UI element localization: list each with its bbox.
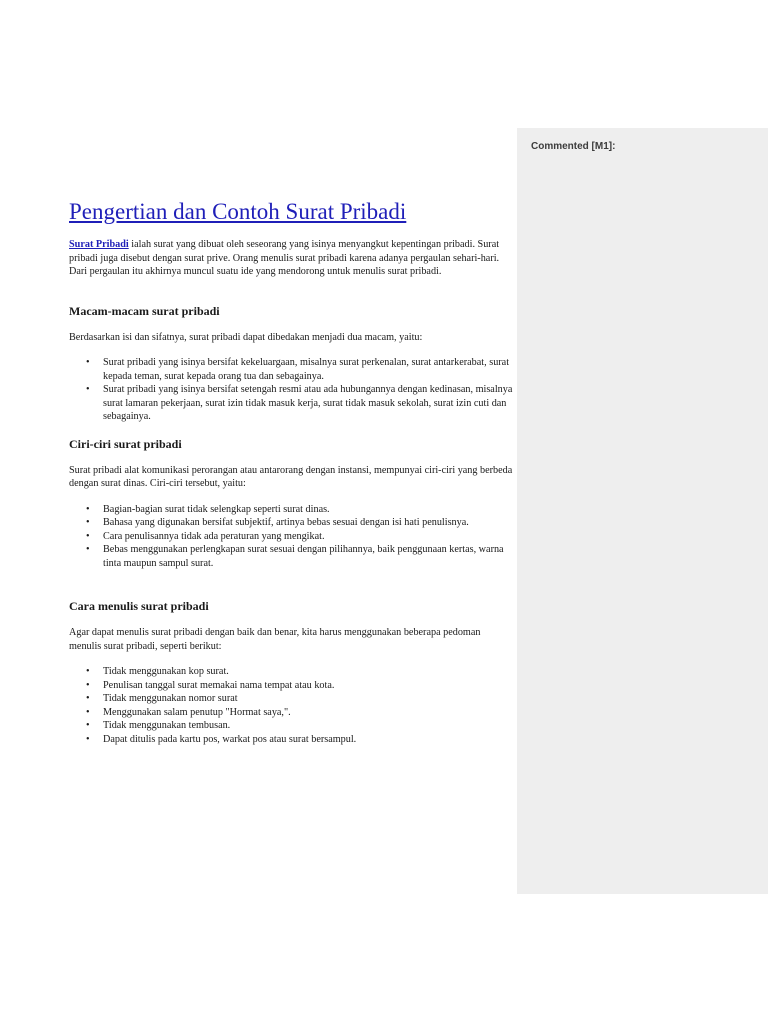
- bullet-icon: •: [86, 544, 90, 555]
- list-item: [69, 543, 514, 570]
- bullet-icon: •: [86, 503, 90, 515]
- list-item: [69, 692, 514, 706]
- comment-label: Commented [M1]:: [531, 141, 616, 152]
- list-item-text: Dapat ditulis pada kartu pos, warkat pos atau surat bersampul.: [103, 733, 357, 745]
- list-item: [69, 706, 514, 720]
- bullet-icon: •: [86, 530, 90, 542]
- section-heading-macam: Macam-macam surat pribadi: [69, 303, 220, 318]
- list-item-text: Tidak menggunakan tembusan.: [103, 720, 231, 731]
- document-body: [69, 196, 514, 746]
- list-item-text: Surat pribadi yang isinya bersifat kekeluargaan, misalnya surat perkenalan, surat antarkerabat, surat kepada teman, surat kepada orang tua dan sebagainya.: [103, 357, 510, 382]
- bullet-icon: •: [86, 693, 90, 704]
- list-item: [69, 679, 514, 693]
- list-item-text: Bagian-bagian surat tidak selengkap seperti surat dinas.: [103, 503, 330, 515]
- section-heading-ciri: Ciri-ciri surat pribadi: [69, 436, 182, 451]
- title-link[interactable]: Pengertian dan Contoh Surat Pribadi: [69, 199, 407, 224]
- list-item-text: Menggunakan salam penutup "Hormat saya,".: [103, 706, 291, 718]
- list-item: [69, 665, 514, 679]
- bullet-icon: •: [86, 720, 90, 731]
- bullet-icon: •: [86, 384, 90, 395]
- list-ciri: [69, 503, 514, 571]
- list-item-text: Tidak menggunakan nomor surat: [103, 693, 238, 704]
- bullet-icon: •: [86, 679, 90, 691]
- bullet-icon: •: [86, 357, 90, 368]
- surat-pribadi-link[interactable]: Surat Pribadi: [69, 239, 129, 250]
- section-heading-cara: Cara menulis surat pribadi: [69, 599, 209, 613]
- list-macam: [69, 356, 514, 424]
- comment-pane: [517, 128, 768, 894]
- bullet-icon: •: [86, 706, 90, 718]
- list-item: [69, 733, 514, 747]
- list-item: [69, 719, 514, 733]
- list-item-text: Bahasa yang digunakan bersifat subjektif, artinya bebas sesuai dengan isi hati penulisnya.: [103, 517, 469, 528]
- section-paragraph-ciri: Surat pribadi alat komunikasi perorangan atau antarorang dengan instansi, mempunyai ciri-ciri yang berbeda dengan surat dinas. Ciri-ciri tersebut, yaitu:: [69, 464, 513, 489]
- list-item: [69, 356, 514, 383]
- list-item-text: Surat pribadi yang isinya bersifat setengah resmi atau ada hubungannya dengan kedinasan, misalnya surat lamaran pekerjaan, surat izin tidak masuk kerja, surat tidak masuk sekolah, surat izin cuti dan sebagainya.: [103, 384, 513, 422]
- list-item-text: Penulisan tanggal surat memakai nama tempat atau kota.: [103, 679, 335, 691]
- list-cara: [69, 665, 514, 746]
- list-item: [69, 383, 514, 424]
- document-title: [69, 196, 514, 228]
- list-item: [69, 530, 514, 544]
- intro-text: ialah surat yang dibuat oleh seseorang yang isinya menyangkut kepentingan pribadi. Surat pribadi juga disebut dengan surat prive. Orang menulis surat pribadi karena adanya pergaulan sehari-hari. Dari pergaulan itu akhirnya muncul suatu ide yang mendorong untuk menulis surat pribadi.: [69, 239, 500, 277]
- section-paragraph-cara: Agar dapat menulis surat pribadi dengan baik dan benar, kita harus menggunakan beberapa pedoman menulis surat pribadi, seperti berikut:: [69, 627, 481, 652]
- list-item-text: Cara penulisannya tidak ada peraturan yang mengikat.: [103, 530, 325, 542]
- section-paragraph-macam: Berdasarkan isi dan sifatnya, surat pribadi dapat dibedakan menjadi dua macam, yaitu:: [69, 331, 423, 343]
- bullet-icon: •: [86, 733, 90, 745]
- bullet-icon: •: [86, 517, 90, 528]
- bullet-icon: •: [86, 666, 90, 677]
- list-item: [69, 516, 514, 530]
- list-item-text: Bebas menggunakan perlengkapan surat sesuai dengan pilihannya, baik penggunaan kertas, warna tinta maupun sampul surat.: [103, 544, 504, 569]
- list-item: [69, 503, 514, 517]
- list-item-text: Tidak menggunakan kop surat.: [103, 666, 229, 677]
- intro-paragraph: [69, 238, 514, 279]
